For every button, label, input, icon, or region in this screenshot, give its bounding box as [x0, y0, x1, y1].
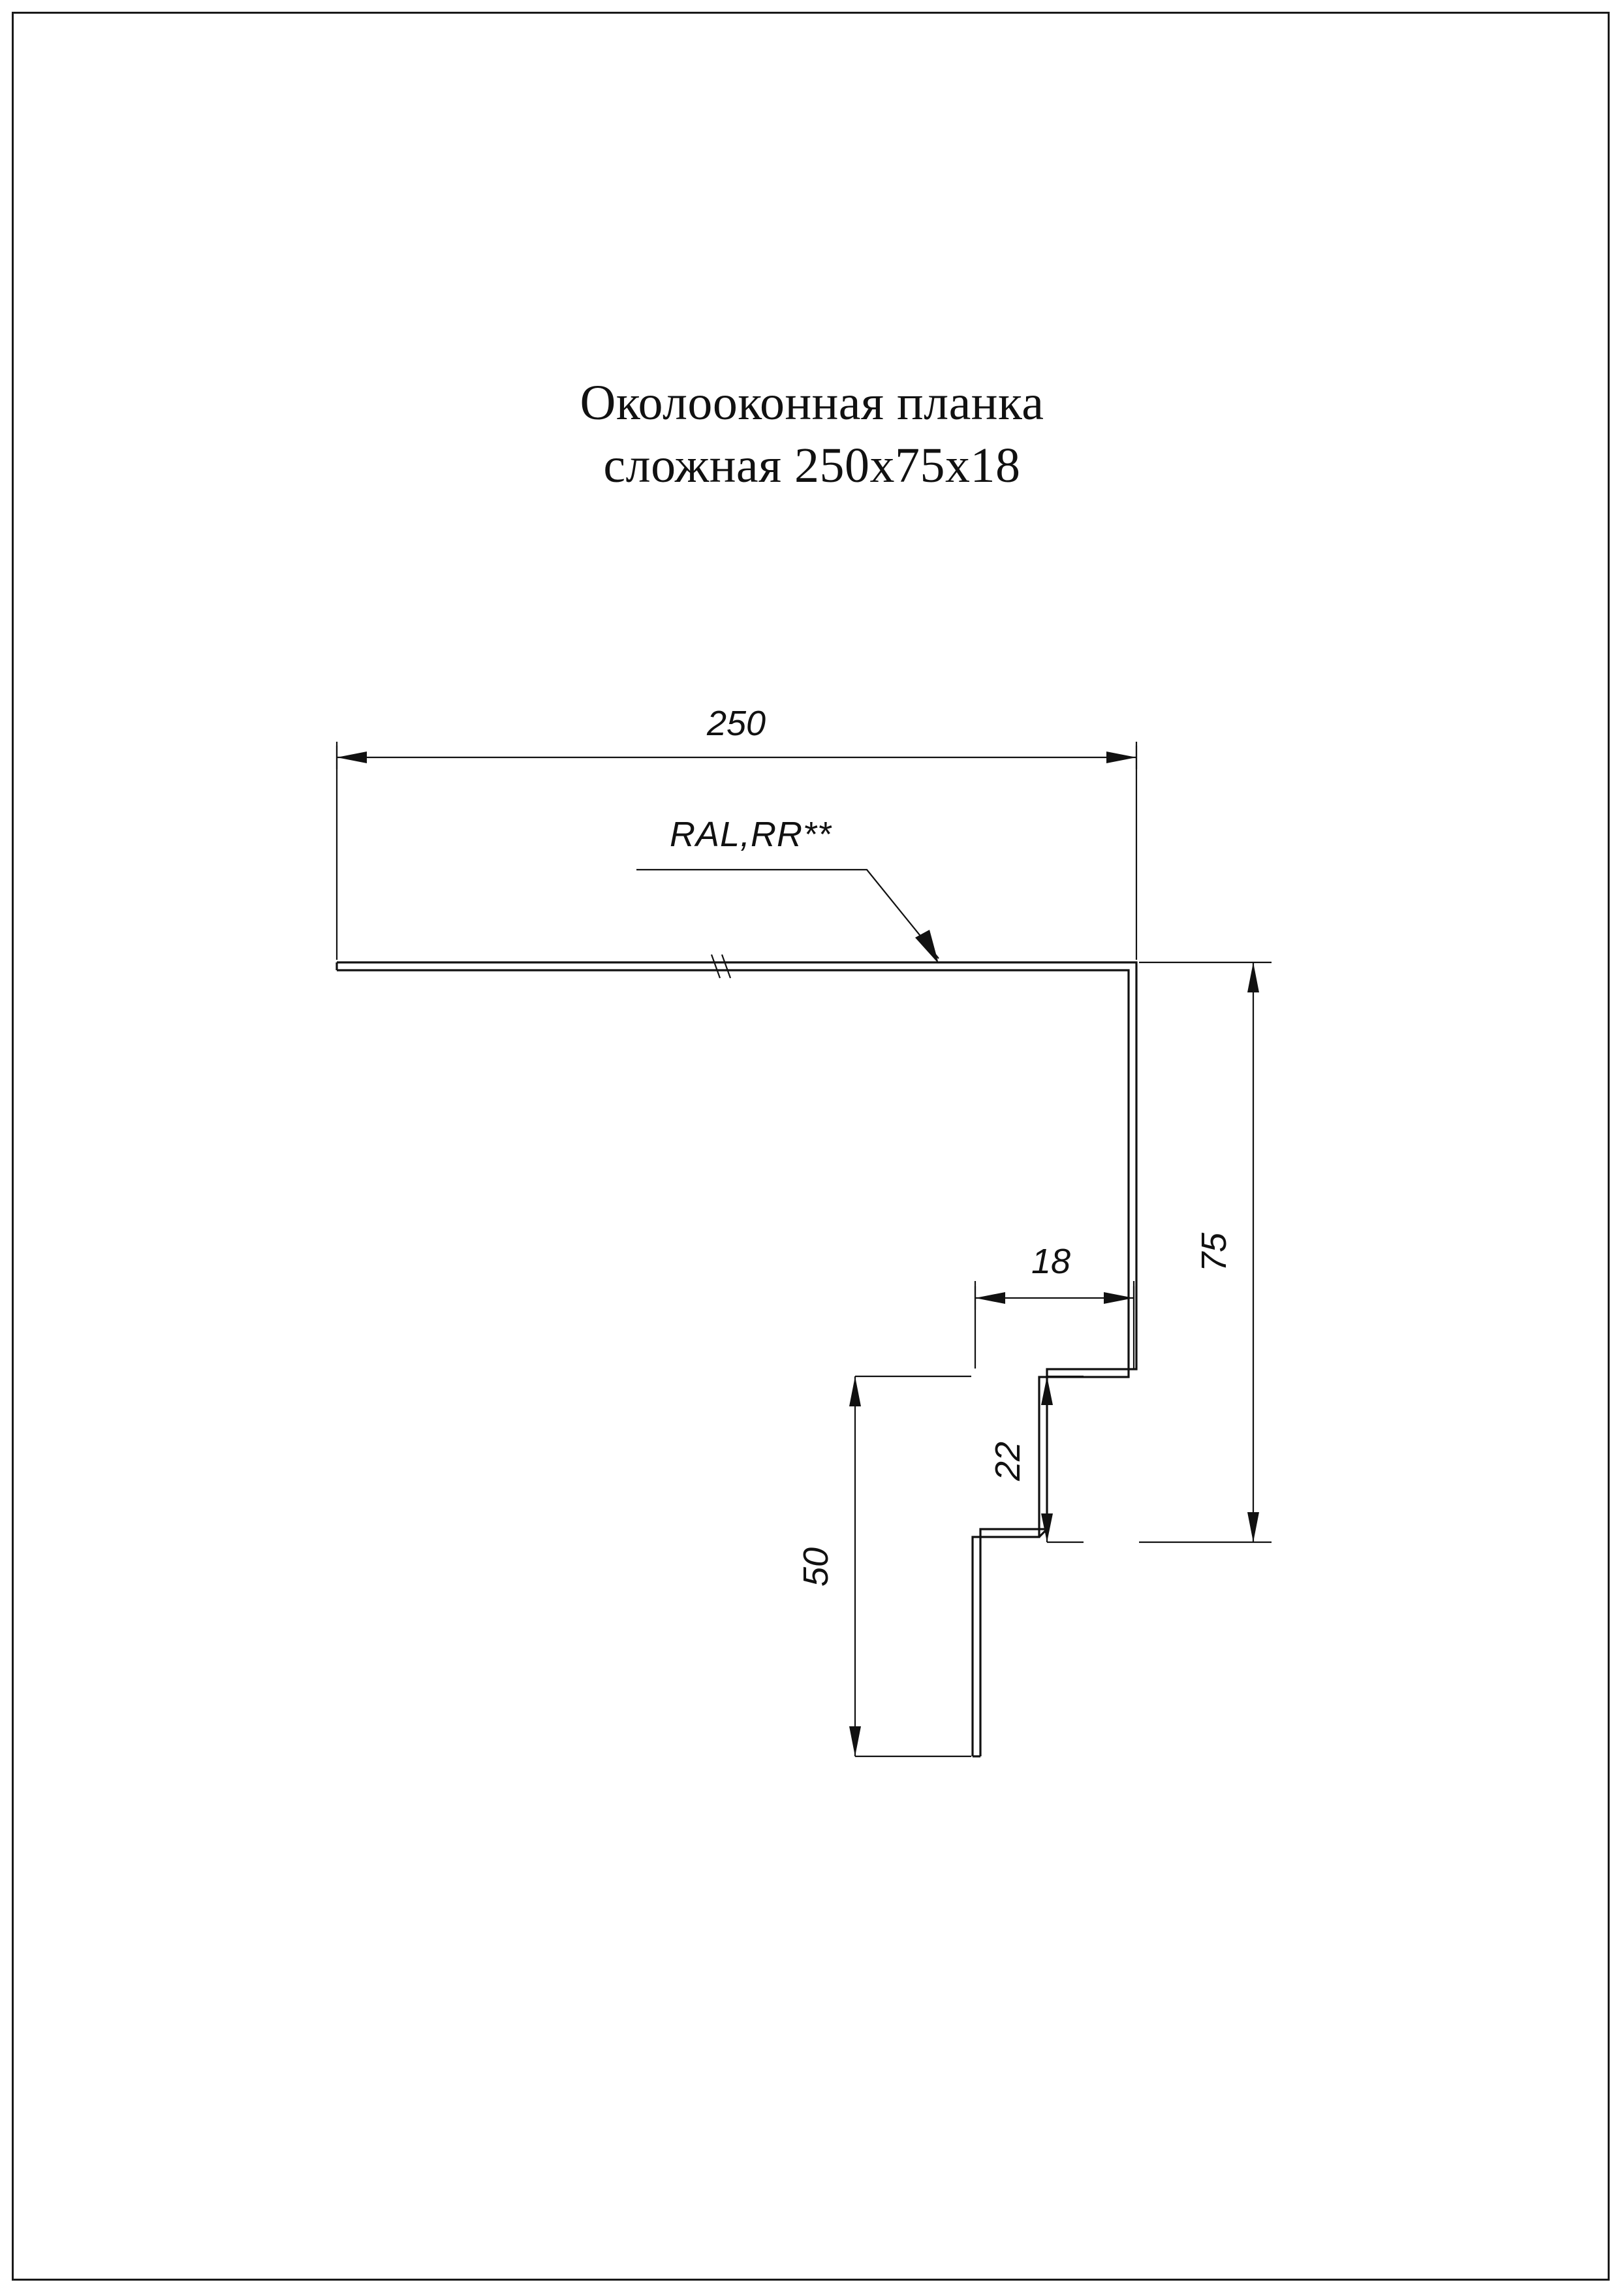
material-note-label: RAL,RR** [669, 815, 832, 854]
dimension-22 [988, 1376, 1084, 1542]
dimension-50 [796, 1376, 971, 1756]
break-symbol [711, 955, 730, 978]
dimension-250-label: 250 [706, 704, 766, 743]
dimension-50-label: 50 [796, 1547, 835, 1587]
dimension-22-label: 22 [988, 1441, 1027, 1481]
page-title-line-1: Околооконная планка [580, 375, 1044, 430]
dimension-18 [975, 1242, 1134, 1369]
profile-outline [337, 962, 1136, 1756]
dimension-75 [1139, 962, 1272, 1542]
page-title-line-2: сложная 250x75x18 [603, 437, 1021, 493]
dimension-75-label: 75 [1195, 1232, 1234, 1273]
material-note-leader [636, 815, 939, 964]
dimension-18-label: 18 [1031, 1242, 1071, 1281]
